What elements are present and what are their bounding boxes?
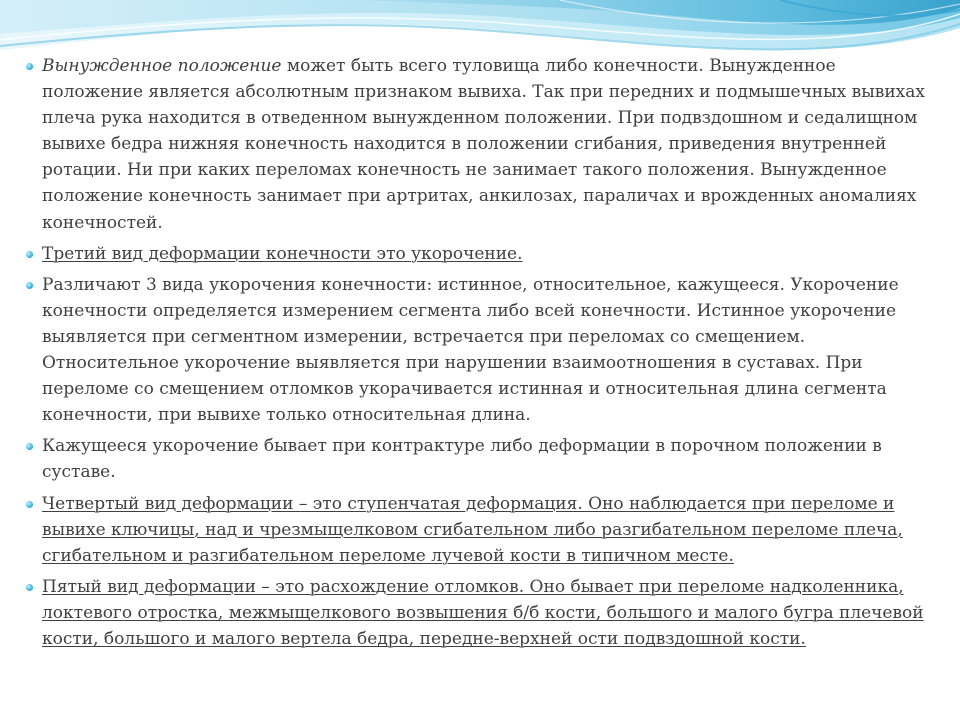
bullet-text: Пятый вид деформации – это расхождение отломков. Оно бывает при переломе надколенника, локтевого отростка, межмыщелкового возвышения б/б кости, большого и малого бугра плечевой кости, большого и малого вертела бедра, передне-верхней ости подвздошной кости. xyxy=(42,576,924,649)
bullet-text: Третий вид деформации конечности это укорочение. xyxy=(42,243,523,264)
bullet-forced-position xyxy=(22,53,934,236)
bullet-icon xyxy=(26,584,33,591)
bullet-text: может быть всего туловища либо конечности. Вынужденное положение является абсолютным признаком вывиха. Так при передних и подмышечных вывихах плеча рука находится в отведенном вынужденном положении. При подвздошном и седалищном вывихе бедра нижняя конечность находится в положении сгибания, приведения внутренней ротации. Ни при каких переломах конечность не занимает такого положения. Вынужденное положение конечность занимает при артритах, анкилозах, параличах и врожденных аномалиях конечностей. xyxy=(42,56,925,233)
bullet-icon xyxy=(26,443,33,450)
slide-body xyxy=(22,53,934,657)
bullet-fifth-deformation xyxy=(22,574,934,652)
bullet-text: Четвертый вид деформации – это ступенчатая деформация. Оно наблюдается при переломе и вывихе ключицы, над и чрезмыщелковом сгибательном либо разгибательном переломе плеча, сгибательном и разгибательном переломе лучевой кости в типичном месте. xyxy=(42,493,903,566)
bullet-icon xyxy=(26,63,33,70)
bullet-shortening-types xyxy=(22,272,934,429)
bullet-third-deformation xyxy=(22,241,934,267)
bullet-fourth-deformation xyxy=(22,491,934,569)
bullet-lead-italic: Вынужденное положение xyxy=(42,56,282,76)
bullet-apparent-shortening xyxy=(22,433,934,485)
bullet-icon xyxy=(26,251,33,258)
bullet-icon xyxy=(26,501,33,508)
bullet-icon xyxy=(26,282,33,289)
bullet-text: Различают 3 вида укорочения конечности: истинное, относительное, кажущееся. Укорочение конечности определяется измерением сегмента либо всей конечности. Истинное укорочение выявляется при сегментном измерении, встречается при переломах со смещением. Относительное укорочение выявляется при нарушении взаимоотношения в суставах. При переломе со смещением отломков укорачивается истинная и относительная длина сегмента конечности, при вывихе только относительная длина. xyxy=(42,274,899,426)
bullet-list xyxy=(22,53,934,652)
bullet-text: Кажущееся укорочение бывает при контрактуре либо деформации в порочном положении в суставе. xyxy=(42,436,882,483)
